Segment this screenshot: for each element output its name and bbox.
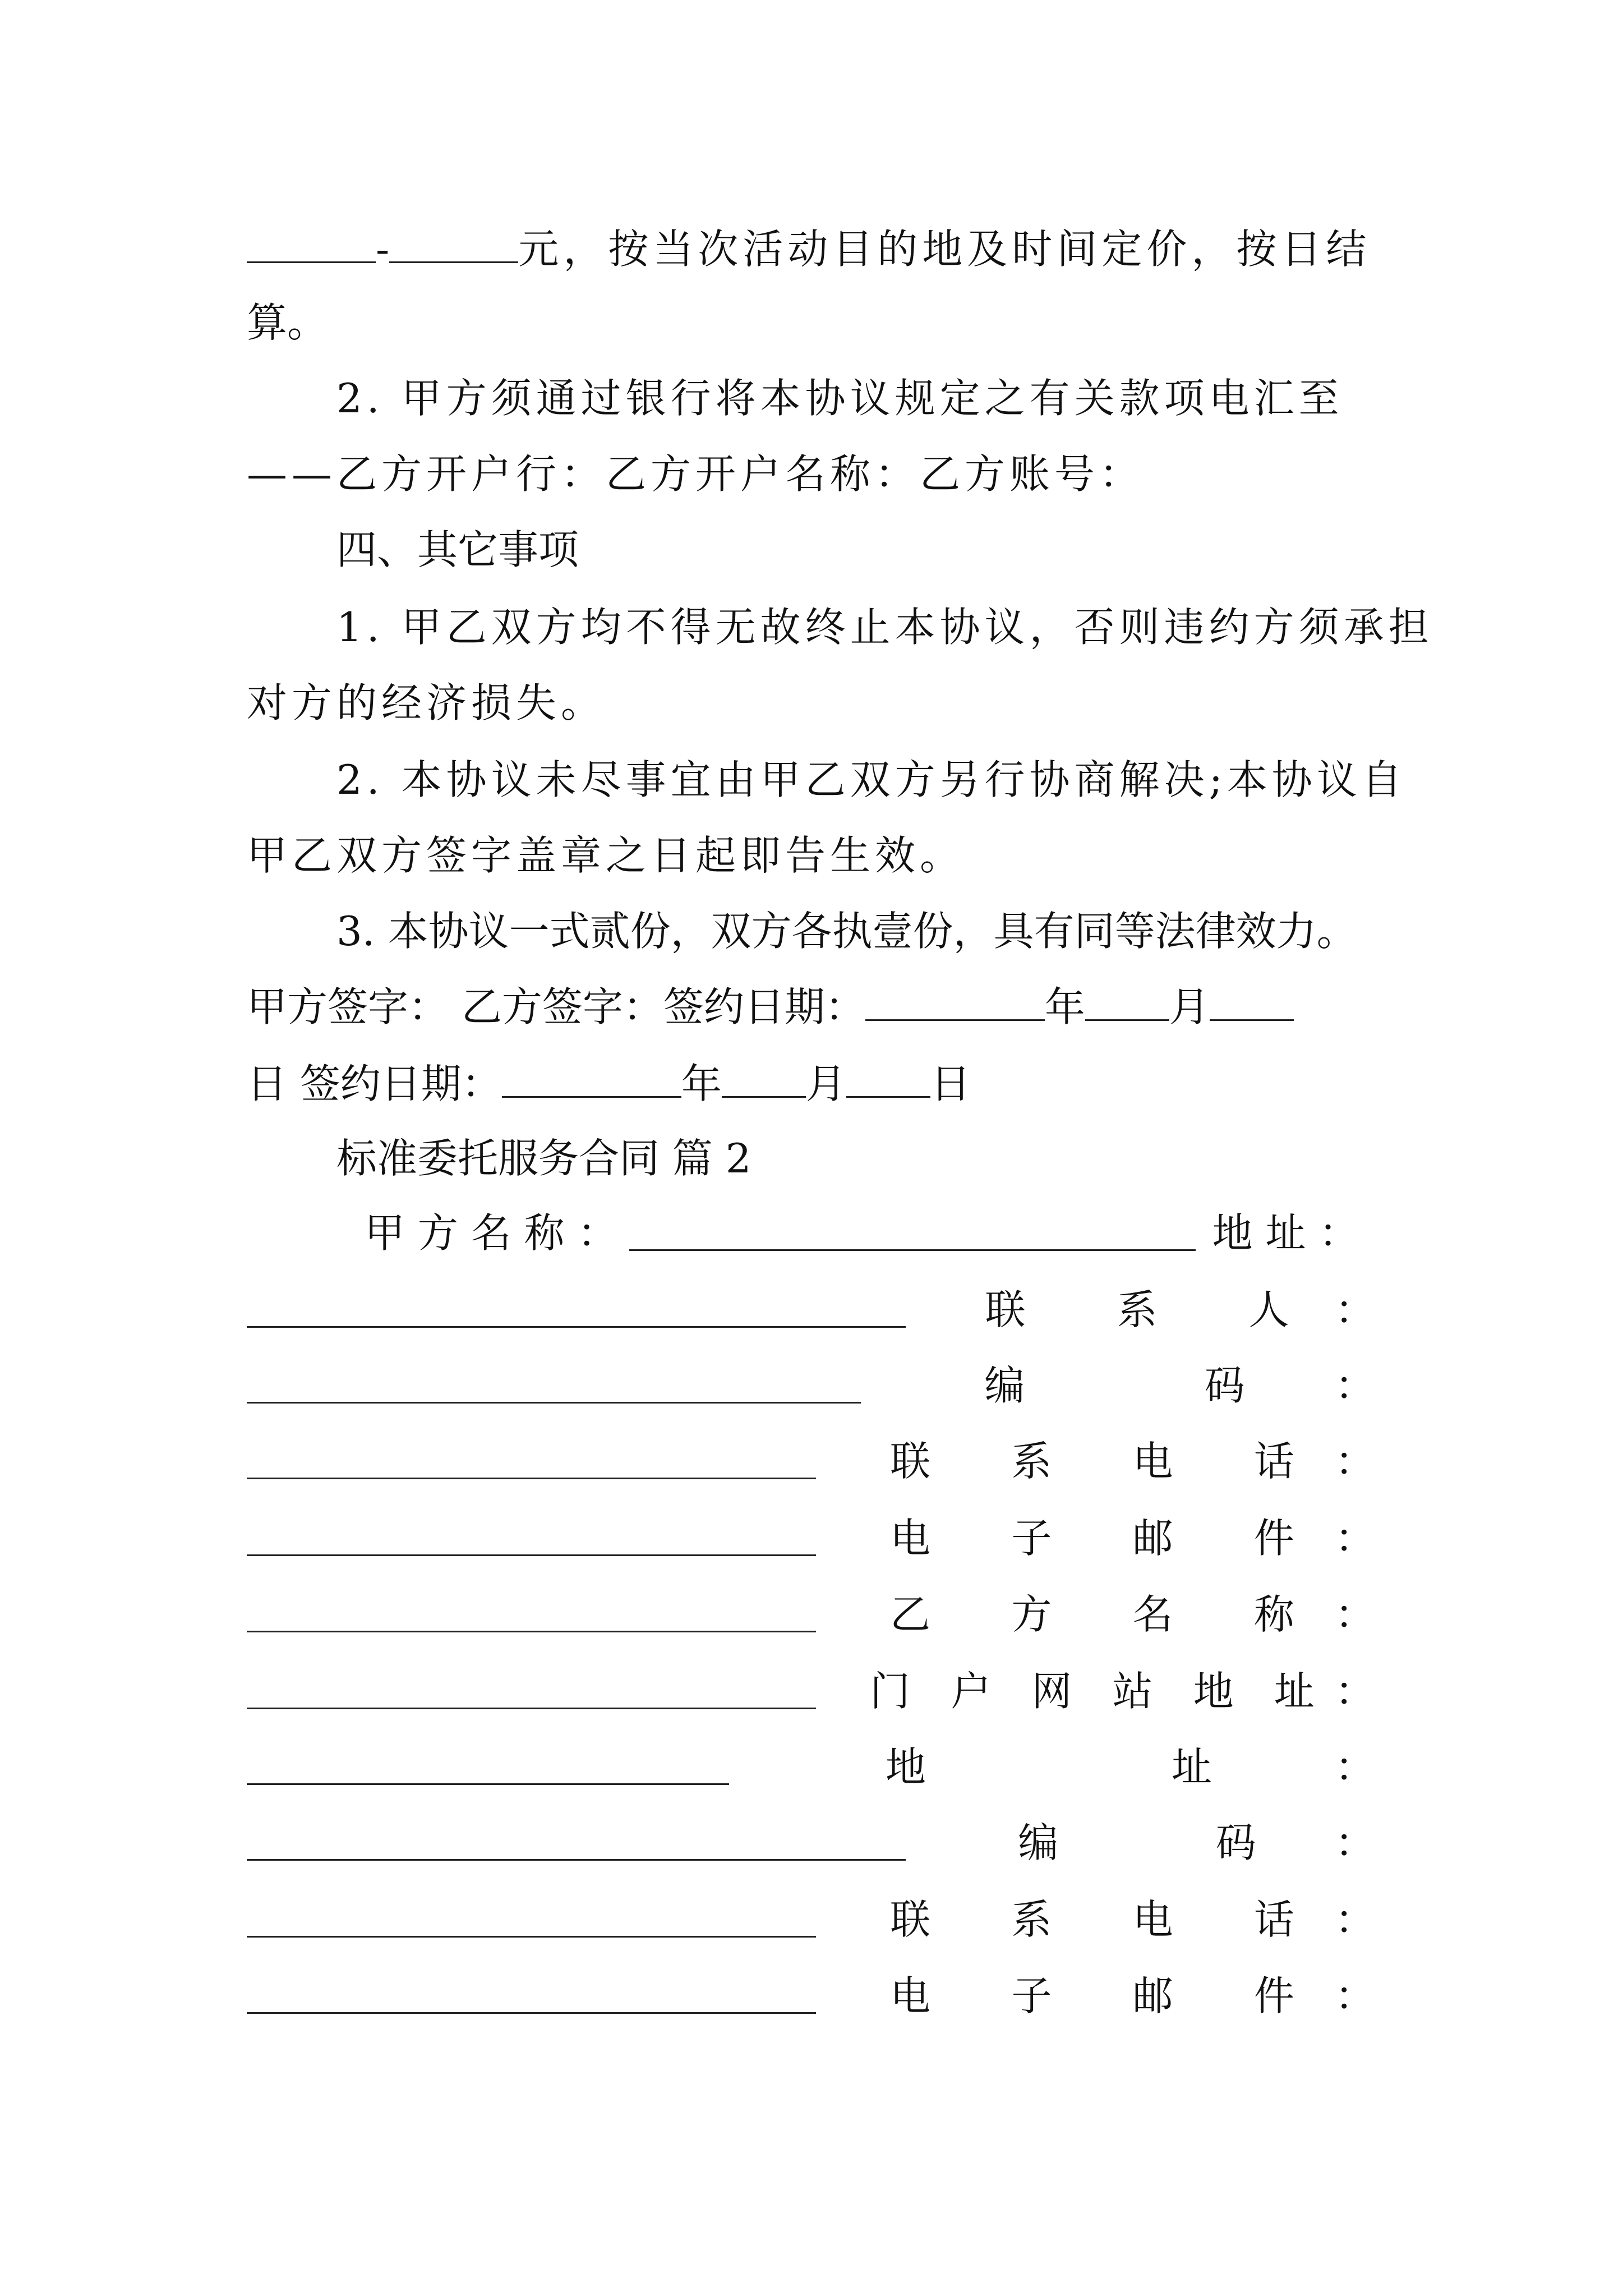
label-char: 站 (1112, 1668, 1153, 1715)
form-row-4 (247, 1586, 1376, 1642)
year-label: 年 (1044, 983, 1085, 1030)
blank-year (865, 978, 1045, 1021)
label-char: 地 (1193, 1668, 1234, 1715)
blank-min-price (247, 220, 376, 263)
label-char: 门 (870, 1668, 911, 1715)
party-a-name-blank (629, 1208, 1196, 1251)
form-blank-5 (247, 1666, 816, 1709)
month-label: 月 (1169, 983, 1210, 1030)
label-char: 联 (985, 1286, 1026, 1333)
label-char: 码 (1215, 1819, 1256, 1866)
colon: ： (1335, 1819, 1376, 1866)
price-text: 元，按当次活动目的地及时间定价，按日结 (518, 226, 1371, 273)
label-char: 户 (951, 1668, 992, 1715)
blank-month (1085, 978, 1169, 1021)
colon: ： (1335, 1896, 1376, 1943)
address-label: 地 址 ： (1212, 1209, 1359, 1257)
colon: ： (1335, 1438, 1376, 1485)
colon: ： (1335, 1362, 1376, 1409)
form-blank-1 (247, 1360, 861, 1404)
label-char: 电 (1132, 1896, 1173, 1943)
label-char: 话 (1253, 1438, 1294, 1485)
blank-day-b (846, 1055, 930, 1098)
form-blank-3 (247, 1513, 816, 1556)
form-label-6 (729, 1739, 1335, 1795)
form-label-1 (861, 1358, 1335, 1414)
form-blank-6 (247, 1742, 729, 1785)
label-char: 称 (1253, 1591, 1294, 1638)
form-label-5 (816, 1663, 1335, 1719)
label-char: 址 (1171, 1743, 1212, 1791)
label-char: 联 (890, 1896, 931, 1943)
colon: ： (1335, 1286, 1376, 1333)
form-blank-7 (247, 1818, 906, 1861)
form-row-2 (247, 1433, 1376, 1489)
year-label-b: 年 (681, 1060, 722, 1107)
form-label-8 (816, 1892, 1335, 1948)
month-label-b: 月 (805, 1060, 846, 1107)
clause1-line2: 对方的经济损失。 (247, 679, 606, 726)
form-blank-9 (247, 1971, 816, 2014)
clause2-line1: 2. 本协议未尽事宜由甲乙双方另行协商解决;本协议自 (336, 756, 1407, 803)
label-char: 系 (1011, 1896, 1052, 1943)
form-row-8 (247, 1892, 1376, 1948)
form-row-9 (247, 1968, 1376, 2024)
contract2-title: 标准委托服务合同 篇 2 (336, 1135, 751, 1182)
form-label-2 (816, 1433, 1335, 1489)
section-heading-other: 四、其它事项 (336, 526, 579, 573)
party-a-name-row (247, 1205, 1368, 1261)
colon: ： (1335, 1743, 1376, 1791)
day-label-b: 日 (930, 1060, 971, 1107)
price-line (247, 220, 1391, 276)
signature-line2 (247, 1055, 1391, 1111)
form-blank-2 (247, 1436, 816, 1479)
form-label-0 (906, 1282, 1335, 1338)
form-row-7 (247, 1815, 1376, 1871)
form-blank-8 (247, 1894, 816, 1938)
colon: ： (1335, 1515, 1376, 1562)
clause1-line1: 1. 甲乙双方均不得无故终止本协议，否则违约方须承担 (336, 604, 1433, 651)
label-char: 码 (1204, 1362, 1245, 1409)
label-char: 编 (984, 1362, 1025, 1409)
form-row-0 (247, 1282, 1376, 1338)
label-char: 联 (890, 1438, 931, 1485)
label-char: 乙 (890, 1591, 931, 1638)
label-char: 系 (1117, 1286, 1158, 1333)
sign-date-label: 签约日期： (287, 1060, 502, 1107)
label-char: 名 (1132, 1591, 1173, 1638)
label-char: 子 (1011, 1972, 1052, 2019)
form-blank-0 (247, 1285, 906, 1328)
form-blank-4 (247, 1589, 816, 1632)
price-line-continued: 算。 (247, 299, 328, 346)
colon: ： (1335, 1972, 1376, 2019)
label-char: 件 (1253, 1972, 1294, 2019)
clause3: 3. 本协议一式贰份，双方各执壹份，具有同等法律效力。 (336, 908, 1357, 955)
clause2-line2: 甲乙双方签字盖章之日起即告生效。 (247, 832, 965, 879)
label-char: 子 (1011, 1515, 1052, 1562)
form-label-3 (816, 1510, 1335, 1566)
label-char: 电 (1132, 1438, 1173, 1485)
label-char: 件 (1253, 1515, 1294, 1562)
form-label-4 (816, 1586, 1335, 1642)
blank-max-price (389, 220, 518, 263)
payment-clause-line1: 2. 甲方须通过银行将本协议规定之有关款项电汇至 (336, 375, 1344, 422)
signature-labels: 甲方签字： 乙方签字：签约日期： (247, 983, 865, 1030)
label-char: 址 (1274, 1668, 1315, 1715)
signature-line1 (247, 978, 1391, 1034)
label-char: 电 (890, 1972, 931, 2019)
label-char: 人 (1248, 1286, 1289, 1333)
label-char: 方 (1011, 1591, 1052, 1638)
label-char: 邮 (1132, 1515, 1173, 1562)
blank-year-b (502, 1055, 681, 1098)
payment-clause-line2: ——乙方开户行：乙方开户名称：乙方账号： (247, 450, 1145, 498)
blank-day (1210, 978, 1294, 1021)
label-char: 编 (1018, 1819, 1059, 1866)
blank-month-b (722, 1055, 806, 1098)
label-char: 网 (1031, 1668, 1072, 1715)
form-row-6 (247, 1739, 1376, 1795)
price-dash: - (376, 226, 390, 273)
colon: ： (1335, 1668, 1376, 1715)
form-row-3 (247, 1510, 1376, 1566)
colon: ： (1335, 1591, 1376, 1638)
form-label-9 (816, 1968, 1335, 2024)
label-char: 地 (885, 1743, 926, 1791)
day-label: 日 (247, 1060, 288, 1107)
label-char: 邮 (1132, 1972, 1173, 2019)
form-row-5 (247, 1663, 1376, 1719)
label-char: 系 (1011, 1438, 1052, 1485)
form-label-7 (906, 1815, 1335, 1871)
party-a-name-label: 甲 方 名 称 ： (365, 1209, 618, 1257)
label-char: 电 (890, 1515, 931, 1562)
label-char: 话 (1253, 1896, 1294, 1943)
form-row-1 (247, 1358, 1376, 1414)
